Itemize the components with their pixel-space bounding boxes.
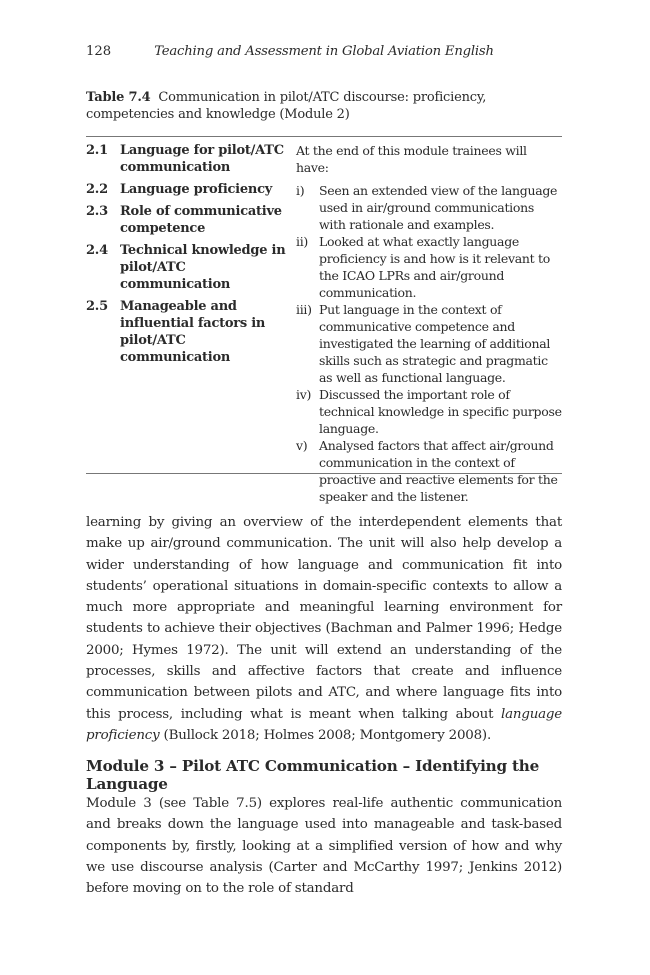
topic-row xyxy=(86,242,286,293)
table-outcomes-column xyxy=(296,142,562,505)
topic-row xyxy=(86,142,286,176)
topic-number: 2.5 xyxy=(86,299,108,314)
section-heading: Module 3 – Pilot ATC Communication – Identifying the Language xyxy=(86,757,540,793)
outcome-text: Looked at what exactly language proficiency is and how is it relevant to the ICAO LPRs and air/ground communication. xyxy=(319,234,550,300)
outcome-text: Discussed the important role of technical knowledge in specific purpose language. xyxy=(319,387,562,436)
topic-name: Language proficiency xyxy=(120,182,273,197)
outcome-item xyxy=(296,233,562,301)
table-caption-text: Communication in pilot/ATC discourse: proficiency, competencies and knowledge (Module 2) xyxy=(86,90,487,122)
outcome-item xyxy=(296,301,562,386)
table-topics-column xyxy=(86,142,286,371)
body-paragraph xyxy=(86,512,562,746)
body-paragraph: Module 3 (see Table 7.5) explores real-life authentic communication and breaks down the language used into manageable and task-based components by, firstly, looking at a simplified version of how and why we use discourse analysis (Carter and McCarthy 1997; Jenkins 2012) before moving on to the role of standard xyxy=(86,796,562,897)
topic-number: 2.2 xyxy=(86,182,108,197)
running-title: Teaching and Assessment in Global Aviation English xyxy=(154,44,494,59)
outcome-text: Put language in the context of communicative competence and investigated the learning of additional skills such as strategic and pragmatic as well as functional language. xyxy=(319,302,551,385)
outcome-number: iv) xyxy=(296,387,312,402)
outcome-text: Seen an extended view of the language used in air/ground communications with rationale and examples. xyxy=(319,183,558,232)
page-number: 128 xyxy=(86,44,112,59)
outcome-item xyxy=(296,437,562,505)
outcome-item xyxy=(296,386,562,437)
table-caption xyxy=(86,89,562,123)
paragraph-text: (Bullock 2018; Holmes 2008; Montgomery 2008). xyxy=(159,727,492,743)
topic-name: Technical knowledge in pilot/ATC communication xyxy=(120,243,286,292)
outcome-number: ii) xyxy=(296,234,308,249)
outcome-number: iii) xyxy=(296,302,312,317)
topic-name: Manageable and influential factors in pilot/ATC communication xyxy=(120,299,266,365)
outcomes-intro: At the end of this module trainees will have: xyxy=(296,143,527,175)
topic-number: 2.4 xyxy=(86,243,108,258)
running-head xyxy=(86,44,562,64)
outcome-text: Analysed factors that affect air/ground communication in the context of proactive and reactive elements for the speaker and the listener. xyxy=(319,438,558,504)
topic-row xyxy=(86,298,286,366)
topic-number: 2.3 xyxy=(86,204,108,219)
table-label: Table 7.4 xyxy=(86,90,151,105)
outcome-item xyxy=(296,182,562,233)
topic-row xyxy=(86,203,286,237)
topic-name: Role of communicative competence xyxy=(120,204,282,236)
topic-row xyxy=(86,181,286,198)
table-top-rule xyxy=(86,136,562,137)
emphasis-term: language proficiency xyxy=(86,706,562,743)
outcome-number: v) xyxy=(296,438,308,453)
table-bottom-rule xyxy=(86,473,562,474)
topic-number: 2.1 xyxy=(86,143,108,158)
topic-name: Language for pilot/ATC communication xyxy=(120,143,284,175)
paragraph-text: learning by giving an overview of the interdependent elements that make up air/ground communication. The unit will also help develop a wider understanding of how language and communication fit into students’ operational situations in domain-specific contexts to allow a much more appropriate and meaningful learning environment for students to achieve their objectives (Bachman and Palmer 1996; Hedge 2000; Hymes 1972). The unit will extend an understanding of the processes, skills and affective factors that create and influence communication between pilots and ATC, and where language fits into this process, including what is meant when talking about xyxy=(86,515,562,722)
outcome-number: i) xyxy=(296,183,305,198)
